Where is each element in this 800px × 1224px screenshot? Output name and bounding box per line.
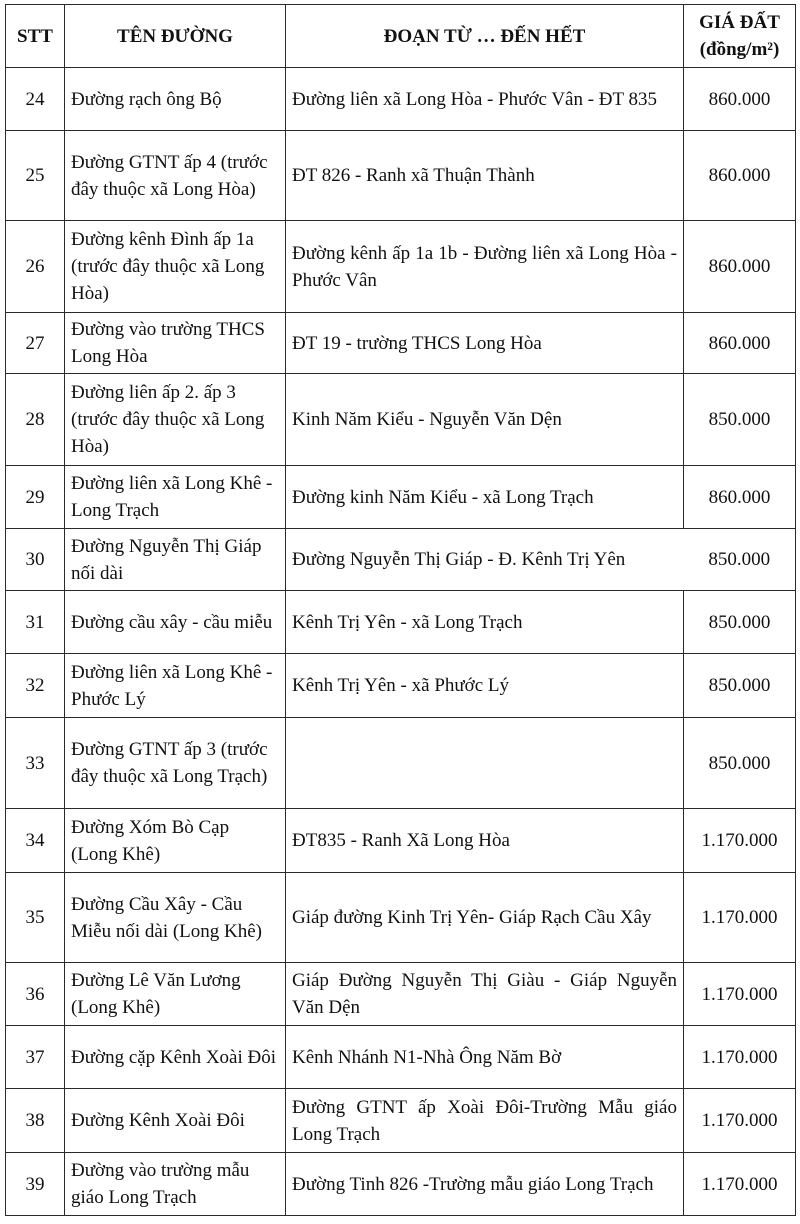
row-road-name: Đường rạch ông Bộ — [65, 68, 286, 131]
row-road-name: Đường cầu xây - cầu miễu — [65, 591, 286, 654]
row-price: 860.000 — [684, 68, 796, 131]
table-row — [6, 529, 796, 591]
row-road-name: Đường GTNT ấp 3 (trước đây thuộc xã Long Trạch) — [65, 718, 286, 809]
row-segment: Kênh Nhánh N1-Nhà Ông Năm Bờ — [286, 1026, 684, 1089]
row-price: 860.000 — [684, 131, 796, 221]
row-price: 1.170.000 — [684, 873, 796, 963]
row-road-name: Đường Xóm Bò Cạp (Long Khê) — [65, 809, 286, 873]
row-stt: 36 — [6, 963, 65, 1026]
row-stt: 28 — [6, 374, 65, 466]
row-stt: 34 — [6, 809, 65, 873]
header-ten-duong: TÊN ĐƯỜNG — [65, 5, 286, 68]
row-stt: 33 — [6, 718, 65, 809]
row-stt: 35 — [6, 873, 65, 963]
row-price: 1.170.000 — [684, 809, 796, 873]
table-row — [6, 591, 796, 654]
row-stt: 39 — [6, 1153, 65, 1216]
row-price: 1.170.000 — [684, 1153, 796, 1216]
row-price: 1.170.000 — [684, 1026, 796, 1089]
table-row — [6, 873, 796, 963]
row-segment: Giáp Đường Nguyễn Thị Giàu - Giáp Nguyễn Văn Dện — [286, 963, 684, 1026]
header-gia-dat — [684, 5, 796, 68]
row-segment: Đường kênh ấp 1a 1b - Đường liên xã Long Hòa - Phước Vân — [286, 221, 684, 313]
header-stt: STT — [6, 5, 65, 68]
row-road-name: Đường cặp Kênh Xoài Đôi — [65, 1026, 286, 1089]
row-road-name: Đường GTNT ấp 4 (trước đây thuộc xã Long Hòa) — [65, 131, 286, 221]
row-road-name: Đường Kênh Xoài Đôi — [65, 1089, 286, 1153]
row-stt: 32 — [6, 654, 65, 718]
row-price: 860.000 — [684, 313, 796, 374]
row-stt: 27 — [6, 313, 65, 374]
row-segment: ĐT835 - Ranh Xã Long Hòa — [286, 809, 684, 873]
row-stt: 38 — [6, 1089, 65, 1153]
row-price: 1.170.000 — [684, 963, 796, 1026]
table-row — [6, 1089, 796, 1153]
row-road-name: Đường kênh Đình ấp 1a (trước đây thuộc xã Long Hòa) — [65, 221, 286, 313]
table-row — [6, 313, 796, 374]
row-price: 850.000 — [684, 529, 796, 591]
row-segment — [286, 718, 684, 809]
table-row — [6, 809, 796, 873]
header-gia-dat-line1: GIÁ ĐẤT — [699, 12, 780, 33]
row-segment: Đường Tinh 826 -Trường mẫu giáo Long Trạch — [286, 1153, 684, 1216]
row-road-name: Đường vào trường mẫu giáo Long Trạch — [65, 1153, 286, 1216]
row-segment: Đường GTNT ấp Xoài Đôi-Trường Mẫu giáo Long Trạch — [286, 1089, 684, 1153]
row-segment: ĐT 826 - Ranh xã Thuận Thành — [286, 131, 684, 221]
row-road-name: Đường liên xã Long Khê - Long Trạch — [65, 466, 286, 529]
table-body — [6, 68, 796, 1216]
row-price: 850.000 — [684, 374, 796, 466]
table-header — [6, 5, 796, 68]
row-price: 1.170.000 — [684, 1089, 796, 1153]
row-stt: 25 — [6, 131, 65, 221]
land-price-table — [5, 4, 796, 1216]
table-row — [6, 68, 796, 131]
row-road-name: Đường liên ấp 2. ấp 3 (trước đây thuộc xã Long Hòa) — [65, 374, 286, 466]
row-price: 850.000 — [684, 654, 796, 718]
row-segment: Giáp đường Kinh Trị Yên- Giáp Rạch Cầu Xây — [286, 873, 684, 963]
table-row — [6, 466, 796, 529]
row-segment: Đường kinh Năm Kiểu - xã Long Trạch — [286, 466, 684, 529]
header-gia-dat-line2: (đồng/m²) — [699, 39, 780, 60]
row-stt: 30 — [6, 529, 65, 591]
table-row — [6, 1026, 796, 1089]
header-doan: ĐOẠN TỪ … ĐẾN HẾT — [286, 5, 684, 68]
table-row — [6, 718, 796, 809]
row-price: 850.000 — [684, 718, 796, 809]
row-road-name: Đường vào trường THCS Long Hòa — [65, 313, 286, 374]
row-segment: Kênh Trị Yên - xã Phước Lý — [286, 654, 684, 718]
row-segment: Kinh Năm Kiểu - Nguyễn Văn Dện — [286, 374, 684, 466]
row-stt: 26 — [6, 221, 65, 313]
row-segment: Đường liên xã Long Hòa - Phước Vân - ĐT 835 — [286, 68, 684, 131]
row-road-name: Đường Cầu Xây - Cầu Miễu nối dài (Long Khê) — [65, 873, 286, 963]
table-row — [6, 1153, 796, 1216]
row-stt: 37 — [6, 1026, 65, 1089]
table-row — [6, 654, 796, 718]
row-price: 860.000 — [684, 221, 796, 313]
row-road-name: Đường Lê Văn Lương (Long Khê) — [65, 963, 286, 1026]
row-segment: Kênh Trị Yên - xã Long Trạch — [286, 591, 684, 654]
header-row — [6, 5, 796, 68]
table-row — [6, 221, 796, 313]
row-segment: ĐT 19 - trường THCS Long Hòa — [286, 313, 684, 374]
row-road-name: Đường liên xã Long Khê - Phước Lý — [65, 654, 286, 718]
row-price: 860.000 — [684, 466, 796, 529]
row-road-name: Đường Nguyễn Thị Giáp nối dài — [65, 529, 286, 591]
row-stt: 29 — [6, 466, 65, 529]
row-stt: 31 — [6, 591, 65, 654]
row-price: 850.000 — [684, 591, 796, 654]
table-row — [6, 963, 796, 1026]
table-row — [6, 131, 796, 221]
table-row — [6, 374, 796, 466]
row-stt: 24 — [6, 68, 65, 131]
row-segment: Đường Nguyễn Thị Giáp - Đ. Kênh Trị Yên — [286, 529, 684, 591]
